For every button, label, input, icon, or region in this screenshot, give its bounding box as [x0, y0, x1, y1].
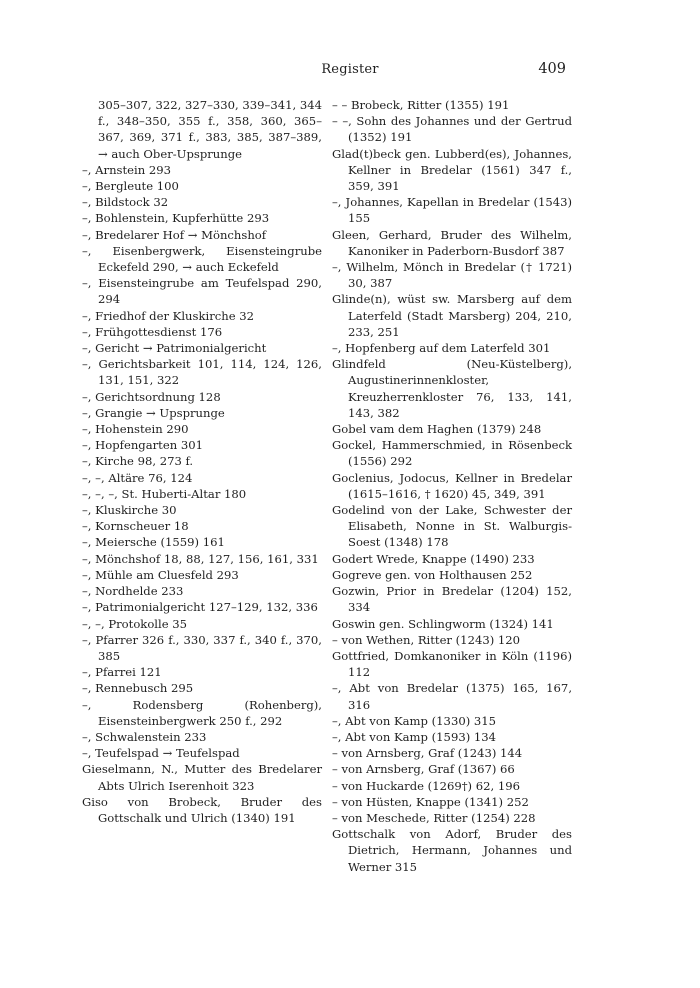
index-entry: Gozwin, Prior in Bredelar (1204) 152, 334 — [332, 584, 572, 615]
index-entry: – von Wethen, Ritter (1243) 120 — [332, 632, 521, 647]
index-entry: – von Huckarde (1269†) 62, 196 — [332, 778, 520, 793]
index-entry: –, Abt von Bredelar (1375) 165, 167, 316 — [332, 681, 572, 712]
index-entry: –, Hopfenberg auf dem Laterfeld 301 — [332, 341, 551, 356]
index-entry: –, Pfarrei 121 — [82, 665, 162, 680]
index-entry: –, Mühle am Cluesfeld 293 — [82, 567, 239, 582]
index-column-left — [82, 97, 322, 826]
index-entry: Glindfeld (Neu-Küstelberg), Augustinerinnenkloster, Kreuzherrenkloster 76, 133, 141, 143, 382 — [332, 357, 572, 420]
index-entry: –, –, –, St. Huberti-Altar 180 — [82, 486, 247, 501]
index-entry: –, Nordhelde 233 — [82, 584, 184, 599]
index-entry: –, Abt von Kamp (1330) 315 — [332, 713, 497, 728]
index-entry: –, Hopfengarten 301 — [82, 438, 203, 453]
index-entry: –, Teufelspad → Teufelspad — [82, 746, 240, 761]
index-entry: –, Patrimonialgericht 127–129, 132, 336 — [82, 600, 318, 615]
index-entry: 305–307, 322, 327–330, 339–341, 344 f., 348–350, 355 f., 358, 360, 365–367, 369, 371 f., 383, 385, 387–389, → auch Ober-Upsprunge — [98, 98, 322, 161]
index-entry: Gobel vam dem Haghen (1379) 248 — [332, 422, 542, 437]
index-entry: Gieselmann, N., Mutter des Bredelarer Abts Ulrich Iserenhoit 323 — [82, 762, 322, 793]
index-entry: –, Hohenstein 290 — [82, 422, 189, 437]
index-entry: –, Pfarrer 326 f., 330, 337 f., 340 f., 370, 385 — [82, 632, 322, 663]
index-entry: Goclenius, Jodocus, Kellner in Bredelar (1615–1616, † 1620) 45, 349, 391 — [332, 470, 572, 501]
index-entry: Godelind von der Lake, Schwester der Elisabeth, Nonne in St. Walburgis-Soest (1348) 178 — [332, 503, 572, 550]
index-entry: Goswin gen. Schlingworm (1324) 141 — [332, 616, 554, 631]
index-entry: Godert Wrede, Knappe (1490) 233 — [332, 551, 535, 566]
index-entry: –, Gerichtsbarkeit 101, 114, 124, 126, 131, 151, 322 — [82, 357, 322, 388]
index-entry: Glinde(n), wüst sw. Marsberg auf dem Laterfeld (Stadt Marsberg) 204, 210, 233, 251 — [332, 292, 572, 339]
index-entry: –, Kirche 98, 273 f. — [82, 454, 194, 469]
index-entry: Giso von Brobeck, Bruder des Gottschalk und Ulrich (1340) 191 — [82, 794, 322, 825]
index-entry: –, Johannes, Kapellan in Bredelar (1543) 155 — [332, 195, 572, 226]
index-entry: –, Frühgottesdienst 176 — [82, 324, 223, 339]
index-entry: –, Arnstein 293 — [82, 162, 172, 177]
index-entry: –, Bildstock 32 — [82, 195, 169, 210]
page-number: 409 — [538, 61, 566, 77]
index-entry: –, Eisensteingrube am Teufelspad 290, 294 — [82, 276, 322, 307]
index-entry: –, –, Altäre 76, 124 — [82, 470, 193, 485]
index-entry: – von Arnsberg, Graf (1243) 144 — [332, 746, 523, 761]
index-entry: –, Kornscheuer 18 — [82, 519, 189, 534]
index-entry: –, Grangie → Upsprunge — [82, 405, 225, 420]
index-entry: – von Meschede, Ritter (1254) 228 — [332, 810, 536, 825]
index-entry: –, Rennebusch 295 — [82, 681, 194, 696]
index-entry: –, Meiersche (1559) 161 — [82, 535, 225, 550]
index-entry: –, Schwalenstein 233 — [82, 729, 207, 744]
index-entry: –, Eisenbergwerk, Eisensteingrube Eckefeld 290, → auch Eckefeld — [82, 243, 322, 275]
index-entry: –, Mönchshof 18, 88, 127, 156, 161, 331 — [82, 551, 319, 566]
running-head: Register — [321, 62, 379, 77]
index-entry: –, Wilhelm, Mönch in Bredelar († 1721) 30, 387 — [332, 260, 572, 291]
index-entry: Gleen, Gerhard, Bruder des Wilhelm, Kanoniker in Paderborn-Busdorf 387 — [332, 227, 572, 258]
index-entry: –, Bohlenstein, Kupferhütte 293 — [82, 211, 270, 226]
index-entry: –, Bergleute 100 — [82, 179, 179, 194]
index-entry: – – Brobeck, Ritter (1355) 191 — [332, 98, 510, 112]
index-entry: Gogreve gen. von Holthausen 252 — [332, 567, 533, 582]
index-entry: –, Bredelarer Hof → Mönchshof — [82, 227, 267, 242]
index-entry: Glad(t)beck gen. Lubberd(es), Johannes, Kellner in Bredelar (1561) 347 f., 359, 391 — [332, 146, 572, 194]
index-entry: –, Gerichtsordnung 128 — [82, 389, 221, 404]
index-entry: – von Hüsten, Knappe (1341) 252 — [332, 794, 529, 809]
index-entry: –, Friedhof der Kluskirche 32 — [82, 308, 254, 323]
index-entry: Gottschalk von Adorf, Bruder des Dietrich, Hermann, Johannes und Werner 315 — [332, 827, 572, 874]
index-entry: Gottfried, Domkanoniker in Köln (1196) 112 — [332, 648, 572, 680]
index-entry: –, Gericht → Patrimonialgericht — [82, 341, 267, 356]
index-entry: –, Abt von Kamp (1593) 134 — [332, 729, 497, 744]
index-entry: –, –, Protokolle 35 — [82, 616, 188, 631]
index-entry: – von Arnsberg, Graf (1367) 66 — [332, 762, 515, 777]
index-entry: –, Kluskirche 30 — [82, 503, 177, 518]
index-entry: – –, Sohn des Johannes und der Gertrud (1352) 191 — [332, 114, 572, 145]
index-entry: Gockel, Hammerschmied, in Rösenbeck (1556) 292 — [332, 438, 572, 469]
index-column-right — [332, 97, 572, 875]
index-entry: –, Rodensberg (Rohenberg), Eisensteinbergwerk 250 f., 292 — [82, 697, 322, 728]
